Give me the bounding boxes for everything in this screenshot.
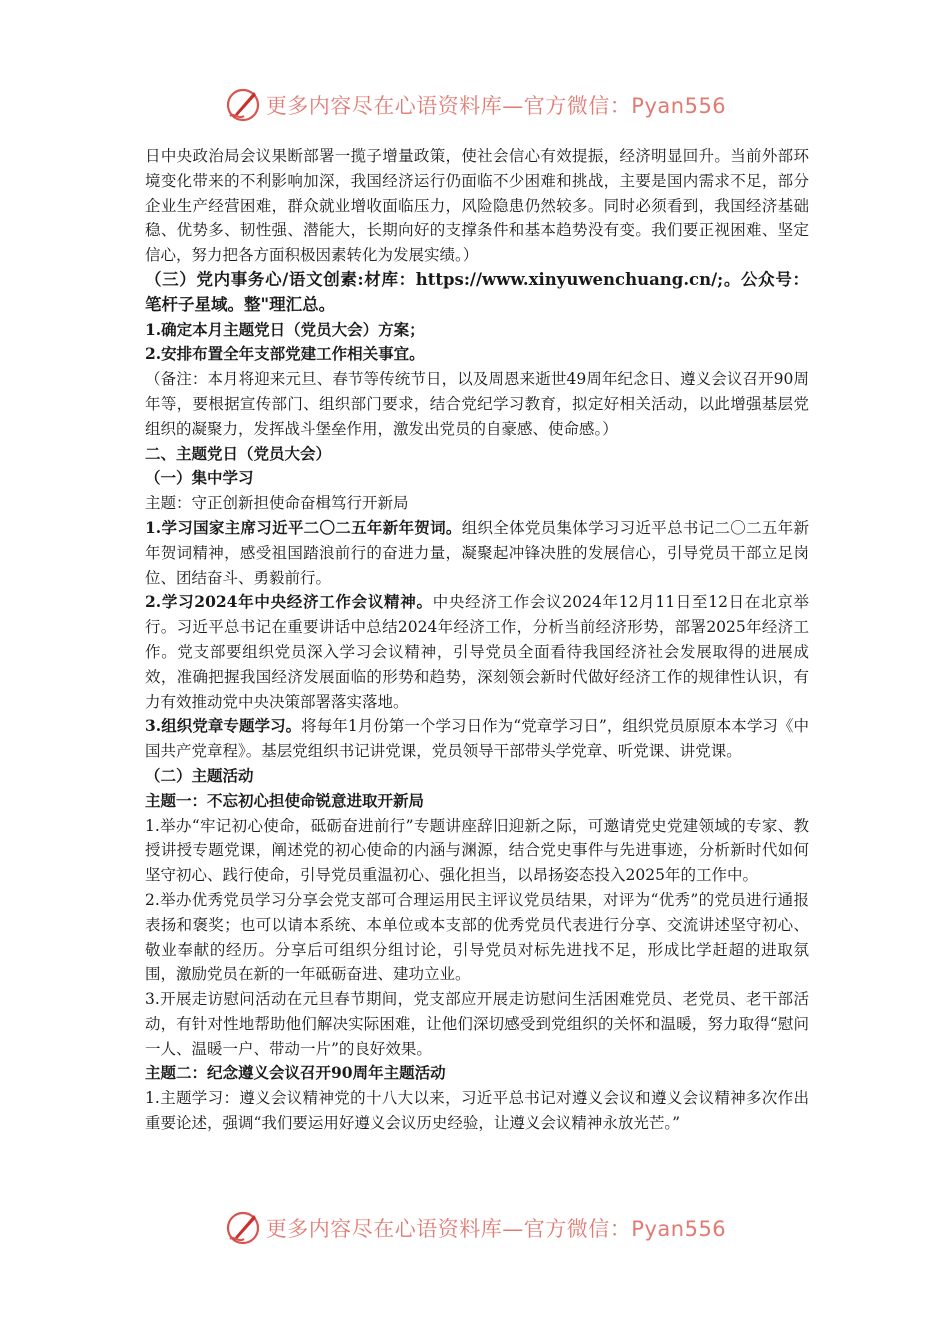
paragraph: 3.开展走访慰问活动在元旦春节期间，党支部应开展走访慰问生活困难党员、老党员、老干部活动，有针对性地帮助他们解决实际困难，让他们深切感受到党组织的关怀和温暖，努力取得“慰问一人、温暖一户、带动一片”的良好效果。 bbox=[145, 990, 809, 1058]
section-heading: （三）党内事务心/语文创素:材库：https://www.xinyuwenchuang.cn/;。公众号：笔杆子星域。整"理汇总。 bbox=[145, 269, 809, 314]
footer-banner bbox=[0, 1203, 950, 1253]
study-item-lead: 1.学习国家主席习近平二〇二五年新年贺词。 bbox=[145, 517, 462, 537]
study-item bbox=[145, 590, 809, 714]
list-item-heading: 2.安排布置全年支部党建工作相关事宜。 bbox=[145, 344, 425, 364]
fountain-pen-logo-icon bbox=[224, 1209, 262, 1247]
fountain-pen-logo-icon bbox=[224, 86, 262, 124]
study-item-text: 中央经济工作会议2024年12月11日至12日在北京举行。习近平总书记在重要讲话中总结2024年经济工作，分析当前经济形势，部署2025年经济工作。党支部要组织党员深入学习会议精神，引导党员全面看待我国经济社会发展取得的进展成效，准确把握我国经济发展面临的形势和趋势，深刻领会新时代做好经济工作的规律性认识，有力有效推动党中央决策部署落实落地。 bbox=[145, 593, 809, 711]
study-item bbox=[145, 516, 809, 590]
study-item-lead: 2.学习2024年中央经济工作会议精神。 bbox=[145, 592, 433, 612]
paragraph: 1.举办“牢记初心使命，砥砺奋进前行”专题讲座辞旧迎新之际，可邀请党史党建领域的专家、教授讲授专题党课，阐述党的初心使命的内涵与渊源，结合党史事件与先进事迹，分析新时代如何坚守初心、践行使命，引导党员重温初心、强化担当，以昂扬姿态投入2025年的工作中。 bbox=[145, 816, 809, 885]
header-banner-text: 更多内容尽在心语资料库—官方微信：Pyan556 bbox=[265, 94, 727, 118]
study-item bbox=[145, 714, 809, 764]
header-banner bbox=[0, 80, 950, 130]
footer-banner-text: 更多内容尽在心语资料库—官方微信：Pyan556 bbox=[265, 1217, 727, 1241]
subsection-heading: （二）主题活动 bbox=[145, 765, 254, 785]
paragraph: 1.主题学习：遵义会议精神党的十八大以来，习近平总书记对遵义会议和遵义会议精神多次作出重要论述，强调“我们要运用好遵义会议历史经验，让遵义会议精神永放光芒。” bbox=[145, 1089, 809, 1133]
theme-line: 主题：守正创新担使命奋楫笃行开新局 bbox=[145, 494, 409, 513]
study-item-text: 组织全体党员集体学习习近平总书记二〇二五年新年贺词精神，感受祖国踏浪前行的奋进力量，凝聚起冲锋决胜的发展信心，引导党员干部立足岗位、团结奋斗、勇毅前行。 bbox=[145, 518, 809, 587]
note-paragraph: （备注：本月将迎来元旦、春节等传统节日，以及周恩来逝世49周年纪念日、遵义会议召开90周年等，要根据宣传部门、组织部门要求，结合党纪学习教育，拟定好相关活动，以此增强基层党组织的凝聚力，发挥战斗堡垒作用，激发出党员的自豪感、使命感。） bbox=[145, 370, 809, 438]
paragraph: 2.举办优秀党员学习分享会党支部可合理运用民主评议党员结果，对评为“优秀”的党员进行通报表扬和褒奖；也可以请本系统、本单位或本支部的优秀党员代表进行分享、交流讲述坚守初心、敬业奉献的经历。分享后可组织分组讨论，引导党员对标先进找不足，形成比学赶超的进取氛围，激励党员在新的一年砥砺奋进、建功立业。 bbox=[145, 890, 809, 984]
study-item-lead: 3.组织党章专题学习。 bbox=[145, 716, 302, 736]
study-item-text: 将每年1月份第一个学习日作为“党章学习日”，组织党员原原本本学习《中国共产党章程》。基层党组织书记讲党课，党员领导干部带头学党章、听党课、讲党课。 bbox=[145, 717, 809, 761]
subsection-heading: （一）集中学习 bbox=[145, 468, 254, 488]
list-item-heading: 1.确定本月主题党日（党员大会）方案； bbox=[145, 319, 425, 339]
theme-heading: 主题二：纪念遵义会议召开90周年主题活动 bbox=[145, 1063, 446, 1083]
theme-heading: 主题一：不忘初心担使命锐意进取开新局 bbox=[145, 790, 425, 810]
section-heading: 二、主题党日（党员大会） bbox=[145, 443, 332, 463]
paragraph: 日中央政治局会议果断部署一揽子增量政策，使社会信心有效提振，经济明显回升。当前外部环境变化带来的不利影响加深，我国经济运行仍面临不少困难和挑战，主要是国内需求不足，部分企业生产经营困难，群众就业增收面临压力，风险隐患仍然较多。同时必须看到，我国经济基础稳、优势多、韧性强、潜能大，长期向好的支撑条件和基本趋势没有变。我们要正视困难、坚定信心，努力把各方面积极因素转化为发展实绩。） bbox=[145, 147, 809, 265]
document-body bbox=[145, 144, 809, 1136]
